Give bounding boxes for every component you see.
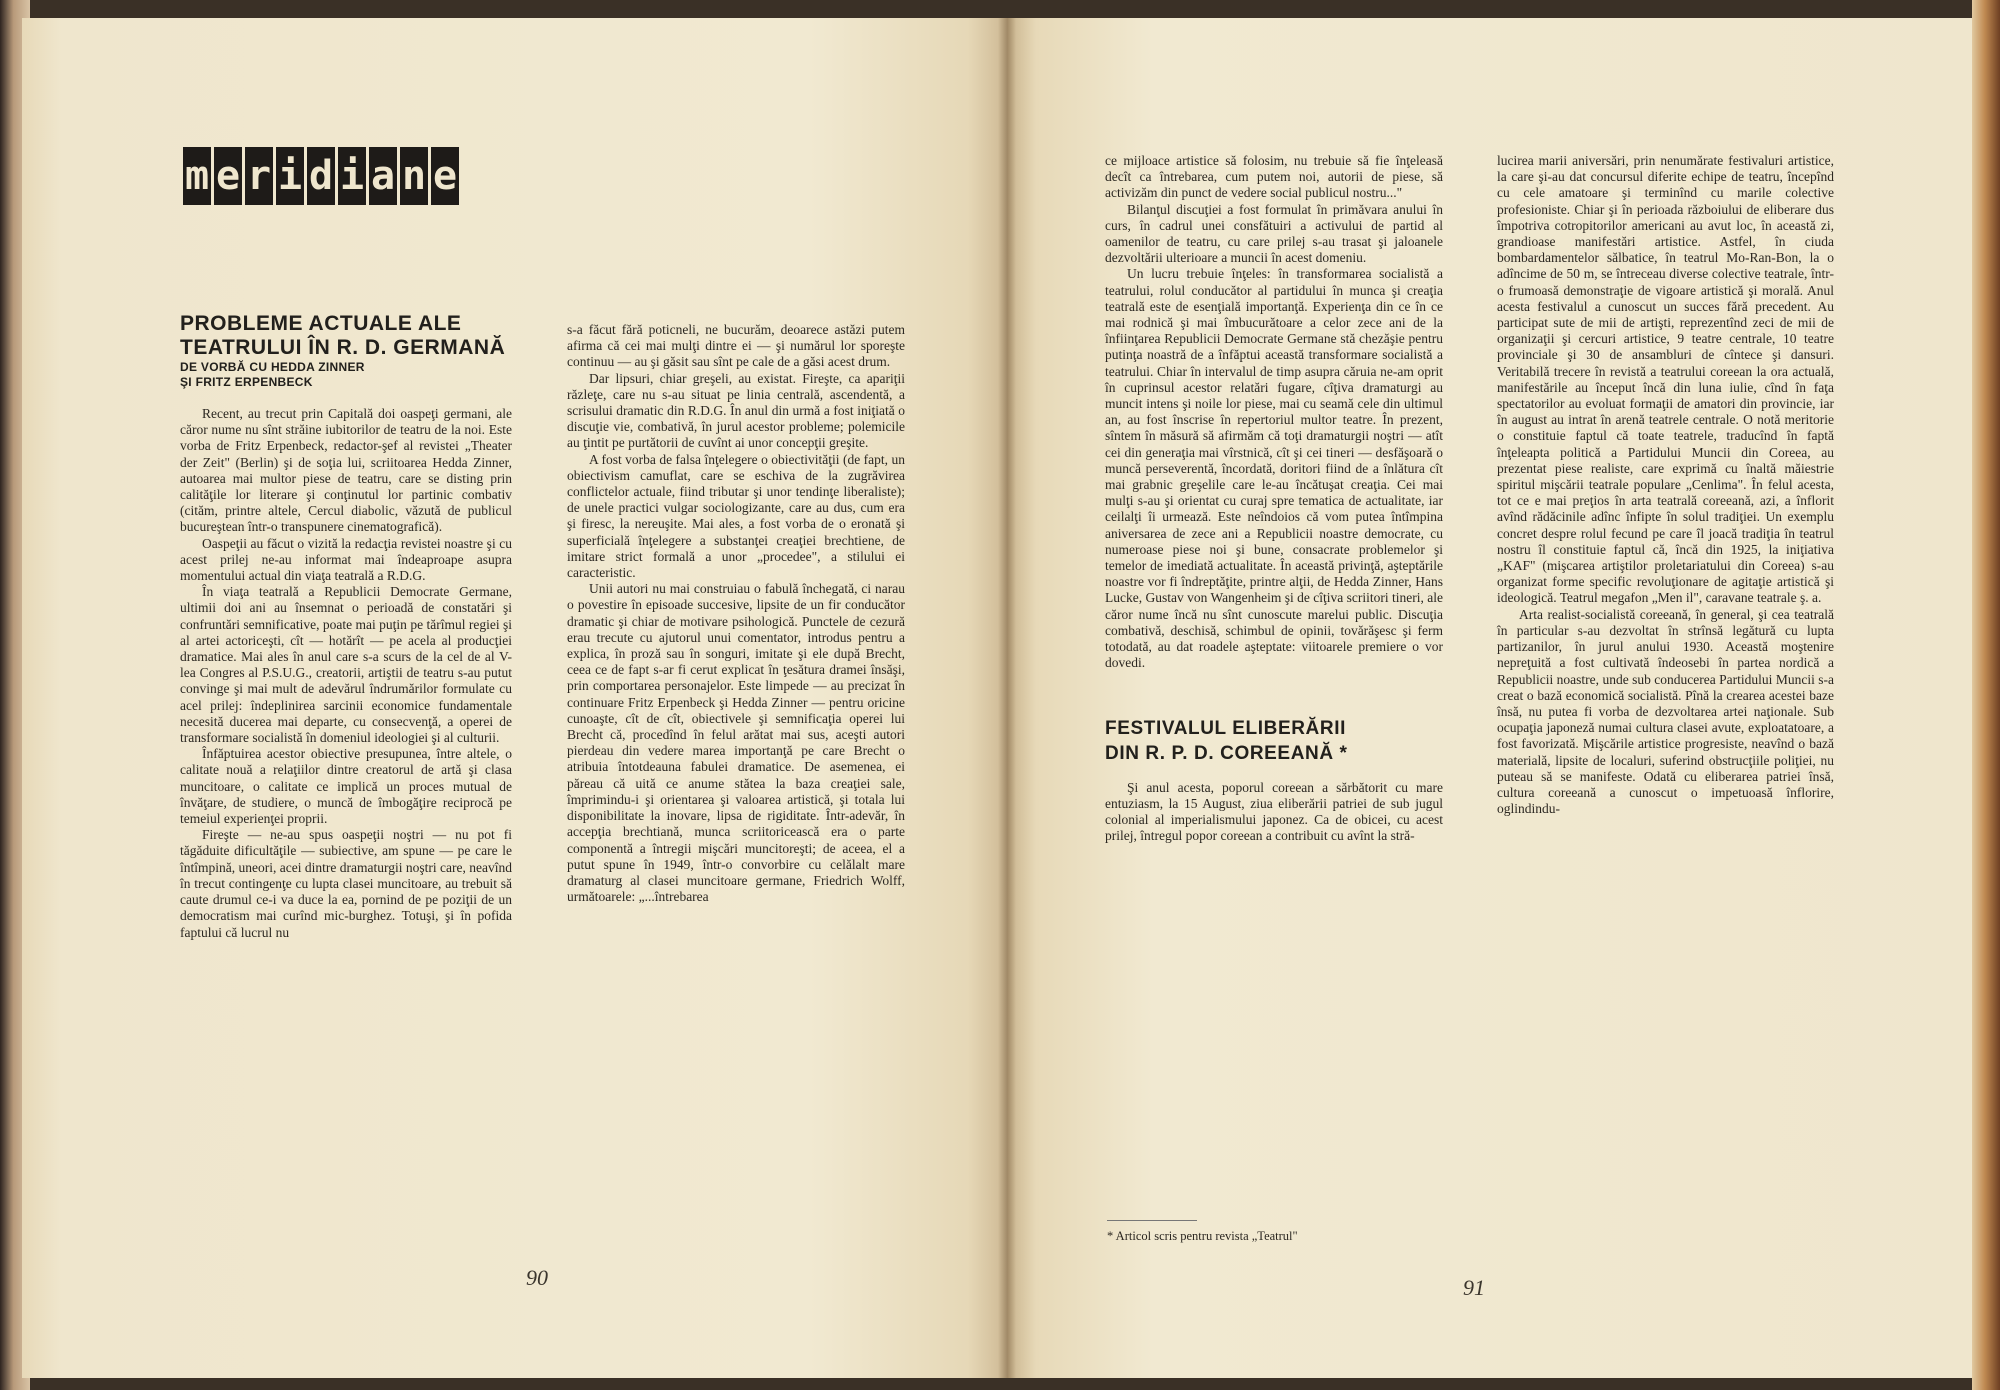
article-title-line-1: PROBLEME ACTUALE ALE xyxy=(180,312,462,335)
logo-letter: e xyxy=(431,147,459,205)
paragraph: A fost vorba de falsa înţelegere o obiectivităţii (de fapt, un obiectivism camuflat, care se eschiva de la zugrăvirea conflictelor actuale, fiind tributar şi unor tendinţe liberaliste); de unele practici vulgar sociologizante, care au dus, cum era şi firesc, la nereuşite. Mai ales, a fost vorba de o eronată şi superficială înţelegere a substanţei creaţiei brechtiene, de imitare strict formală a unor „procedee", a stilului ei caracteristic. xyxy=(567,451,905,581)
logo-letter: e xyxy=(214,147,242,205)
article-column-3 xyxy=(1105,153,1443,844)
page-number-left: 90 xyxy=(526,1265,548,1290)
logo-letter: m xyxy=(183,147,211,205)
paragraph: Unii autori nu mai construiau o fabulă închegată, ci narau o povestire în episoade succesive, lipsite de un fir conducător dramatic şi chiar de motivare psihologică. Punctele de cezură erau trecute cu ajutorul unui comentator, introdus pentru a explica, în proză sau în songuri, imitate şi ele după Brecht, ceea ce de fapt s-ar fi cerut explicat în ţesătura dramei însăşi, prin comportarea personajelor. Este limpede — au precizat în continuare Fritz Erpenbeck şi Hedda Zinner — pentru oricine cunoaşte, cît de cît, obiectivele şi semnificaţia operei lui Brecht că, procedînd în felul arătat mai sus, aceşti autori pierdeau din vedere marea importanţă pe care Brecht o atribuia întotdeauna fabulei dramatice. De asemenea, ei păreau că uită ce anume stătea la baza creaţiei sale, împrimindu-i şi orientarea şi valoarea artistică, şi totala lui disponibilitate la inovare, lipsa de rigiditate. Într-adevăr, în accepţia brechtiană, munca scriitoricească era o parte componentă a întregii mişcări muncitoreşti; de aceea, el a putut spune în 1949, într-o convorbire cu celălalt mare dramaturg al clasei muncitoare germane, Friedrich Wolff, următoarele: „...întrebarea xyxy=(567,581,905,905)
paragraph: În viaţa teatrală a Republicii Democrate Germane, ultimii doi ani au însemnat o perioadă de constatări şi confruntări semnificative, poate mai puţin pe tărîmul regiei şi al artei actoriceşti, cît — hotărît — pe acela al producţiei dramatice. Mai ales în anul care s-a scurs de la cel de al V-lea Congres al P.S.U.G., creatorii, artiştii de teatru s-au putut convinge şi mai mult de adevărul îndrumărilor formulate cu acel prilej: îndeplinirea sarcinii economice fundamentale necesită ducerea mai departe, cu consecvenţă, a operei de transformare socialistă în domeniul ideologiei şi al culturii. xyxy=(180,584,512,746)
article-column-2 xyxy=(567,322,905,905)
paragraph: Un lucru trebuie înţeles: în transformarea socialistă a teatrului, rolul conducător al partidului în munca şi creaţia teatrală este de esenţială importanţă. Experienţa din ce în ce mai rodnică şi mai îmbucurătoare a celor zece ani de la înfiinţarea Republicii Democrate Germane stă chezăşie pentru putinţa noastră de a înfăptui această transformare socialistă a teatrului. Chiar în intervalul de timp asupra căruia ne-am oprit în cuprinsul acestor relatări fugare, cîţiva dramaturgi au muncit intens şi noile lor piese, mai cu seamă cele din ultimul an, au fost înscrise în repertoriul multor teatre. În prezent, sîntem în măsură să afirmăm că toţi dramaturgii noştri — atît cei din generaţia mai vîrstnică, cît şi cei tineri — desfăşoară o muncă perseverentă, încordată, doritori fiind de a înlătura cît mai grabnic greşelile care le-au încătuşat creaţia. Cei mai mulţi s-au şi orientat cu curaj spre tematica de actualitate, iar ceilalţi îi urmează. Este neîndoios că vom putea întîmpina aniversarea de zece ani a Republicii noastre democrate, cu numeroase piese noi şi bune, consacrate problemelor şi temelor de imediată actualitate. În această privinţă, aşteptările noastre vor fi îndreptăţite, printre alţii, de Hedda Zinner, Hans Lucke, Gustav von Wangenheim şi de cîţiva scriitori tineri, ale căror nume încă nu sînt cunoscute marelui public. Discuţia combativă, deschisă, schimbul de opinii, tovărăşesc şi ferm totodată, au dat roadele aşteptate: viitoarele premiere o vor dovedi. xyxy=(1105,266,1443,671)
logo-letter: r xyxy=(245,147,273,205)
logo-letter: a xyxy=(369,147,397,205)
logo-letter: i xyxy=(338,147,366,205)
paragraph: s-a făcut fără poticneli, ne bucurăm, deoarece astăzi putem afirma că cei mai mulţi dintre ei — şi numărul lor sporeşte continuu — au şi găsit sau sînt pe cale de a găsi acest drum. xyxy=(567,322,905,370)
page-number-right: 91 xyxy=(1463,1275,1485,1300)
paragraph: Şi anul acesta, poporul coreean a sărbătorit cu mare entuziasm, la 15 August, ziua eliberării patriei de sub jugul colonial al imperialismului japonez. Ca de obicei, cu acest prilej, întregul popor coreean a contribuit cu avînt la stră- xyxy=(1105,779,1443,844)
paragraph: Dar lipsuri, chiar greşeli, au existat. Fireşte, ca apariţii răzleţe, care nu s-au situat pe linia centrală, ascendentă, a scrisului dramatic din R.D.G. În anul din urmă a fost iniţiată o discuţie vie, combativă, în jurul acestor probleme; polemicile au ţintit pe purtătorii de cuvînt ai unor concepţii greşite. xyxy=(567,370,905,451)
article-column-4 xyxy=(1497,153,1834,817)
article-subtitle-line-2: ŞI FRITZ ERPENBECK xyxy=(180,375,313,389)
paragraph: Fireşte — ne-au spus oaspeţii noştri — nu pot fi tăgăduite dificultăţile — subiective, am spune — pe care le întîmpină, uneori, acei dintre dramaturgii noştri care, neavînd în trecut contingenţe cu lupta clasei muncitoare, au trebuit să caute drumul ce-i va duce la ea, pornind de pe poziţii de un democratism mai curînd mic-burghez. Totuşi, şi în pofida faptului că lucrul nu xyxy=(180,827,512,940)
logo-letter: n xyxy=(400,147,428,205)
book-edge-right xyxy=(1972,0,2000,1390)
footnote: * Articol scris pentru revista „Teatrul" xyxy=(1107,1229,1298,1243)
paragraph: Oaspeţii au făcut o vizită la redacţia revistei noastre şi cu acest prilej ne-au informat mai îndeaproape asupra momentului actual din viaţa teatrală a R.D.G. xyxy=(180,535,512,584)
paragraph: ce mijloace artistice să folosim, nu trebuie să fie înţeleasă decît ca întrebarea, cum putem noi, autorii de piese, să activizăm din punct de vedere social publicul nostru..." xyxy=(1105,153,1443,201)
article-subtitle-line-1: DE VORBĂ CU HEDDA ZINNER xyxy=(180,360,365,374)
paragraph: Recent, au trecut prin Capitală doi oaspeţi germani, ale căror nume nu sînt străine iubitorilor de teatru de la noi. Este vorba de Fritz Erpenbeck, redactor-şef al revistei „Theater der Zeit" (Berlin) şi de soţia lui, scriitoarea Hedda Zinner, autoarea mai multor piese de teatru, care se disting prin calităţile lor literare şi conţinutul lor partinic combativ (cităm, printre altele, Cercul diabolic, văzută de publicul bucureştean într-o transpunere cinematografică). xyxy=(180,406,512,535)
paragraph: Arta realist-socialistă coreeană, în general, şi cea teatrală în particular s-au dezvoltat în strînsă legătură cu lupta partizanilor, în jurul anului 1930. Această moştenire nepreţuită a fost cultivată îndeosebi în partea nordică a Republicii noastre, unde sub conducerea Partidului Muncii s-a creat o bază economică socialistă. Pînă la crearea acestei baze însă, nu putea fi vorba de dezvoltarea artei naţionale. Sub ocupaţia japoneză numai cultura clasei avute, exploatatoare, a fost favorizată. Mişcările artistice progresiste, neavînd o bază materială, lipsite de localuri, suferind obstrucţiile poliţiei, nu puteau să se manifeste. Odată cu eliberarea patriei însă, cultura coreeană a cunoscut o impetuoasă înflorire, oglindindu- xyxy=(1497,606,1834,817)
logo-letter: d xyxy=(307,147,335,205)
logo-letter: i xyxy=(276,147,304,205)
section-logo-meridiane xyxy=(183,147,459,205)
festival-title-line-1: FESTIVALUL ELIBERĂRII xyxy=(1105,717,1346,739)
article-title-line-2: TEATRULUI ÎN R. D. GERMANĂ xyxy=(180,336,506,359)
footnote-rule xyxy=(1107,1220,1197,1221)
paragraph: lucirea marii aniversări, prin nenumărate festivaluri artistice, la care şi-au dat concursul diferite echipe de teatru, începînd cu cele amatoare şi terminînd cu marile colective profesioniste. Chiar şi în perioada războiului de eliberare dus împotriva cotropitorilor americani au avut loc, în această zi, grandioase manifestări artistice. Astfel, în ciuda bombardamentelor sălbatice, în teatrul Mo-Ran-Bon, la o adîncime de 50 m, se întreceau diverse colective teatrale, într-o frumoasă demonstraţie de vigoare artistică şi morală. Anul acesta festivalul a cunoscut un succes fără precedent. Au participat sute de mii de artişti, reprezentînd zeci de mii de organizaţii şi cercuri artistice, 9 teatre centrale, 10 teatre provinciale şi 30 de ansambluri de cîntece şi dansuri. Veritabilă trecere în revistă a teatrului coreean la ora actuală, manifestările au început încă din luna iulie, cînd în faţa spectatorilor au evoluat formaţii de amatori din provincie, iar în august au intrat în arenă teatrele centrale. O notă meritorie o constituie faptul că toate teatrele, traducînd în faptă înţeleapta politică a Partidului Muncii din Coreea, au prezentat piese realiste, care exprimă cu înaltă măiestrie spiritul mişcării teatrale populare „Cenlima". În felul acesta, tot ce e mai preţios în arta teatrală coreeană, azi, a înflorit avînd rădăcinile adînc înfipte în solul tradiţiei. Un exemplu concret despre rolul fecund pe care îl joacă tradiţia în teatrul nostru îl constituie faptul că, încă din 1925, la iniţiativa „KAF" (mişcarea artiştilor proletariatului din Coreea) s-au organizat forme specific revoluţionare de agitaţie artistică şi ideologică. Teatrul megafon „Men il", caravane teatrale ş. a. xyxy=(1497,153,1834,606)
paragraph: Înfăptuirea acestor obiective presupunea, între altele, o calitate nouă a relaţiilor dintre creatorul de artă şi clasa muncitoare, o calitate ce implică un proces mutual de învăţare, de studiere, o muncă de îmbogăţire reciprocă pe temeiul experienţei proprii. xyxy=(180,746,512,827)
article-column-1 xyxy=(180,312,512,941)
paragraph: Bilanţul discuţiei a fost formulat în primăvara anului în curs, în cadrul unei consfătuiri a activului de partid al oamenilor de teatru, cu care prilej s-au trasat şi jaloanele dezvoltării ulterioare a muncii în acest domeniu. xyxy=(1105,201,1443,266)
festival-title-line-2: DIN R. P. D. COREEANĂ * xyxy=(1105,742,1348,764)
book-gutter xyxy=(998,18,1016,1378)
